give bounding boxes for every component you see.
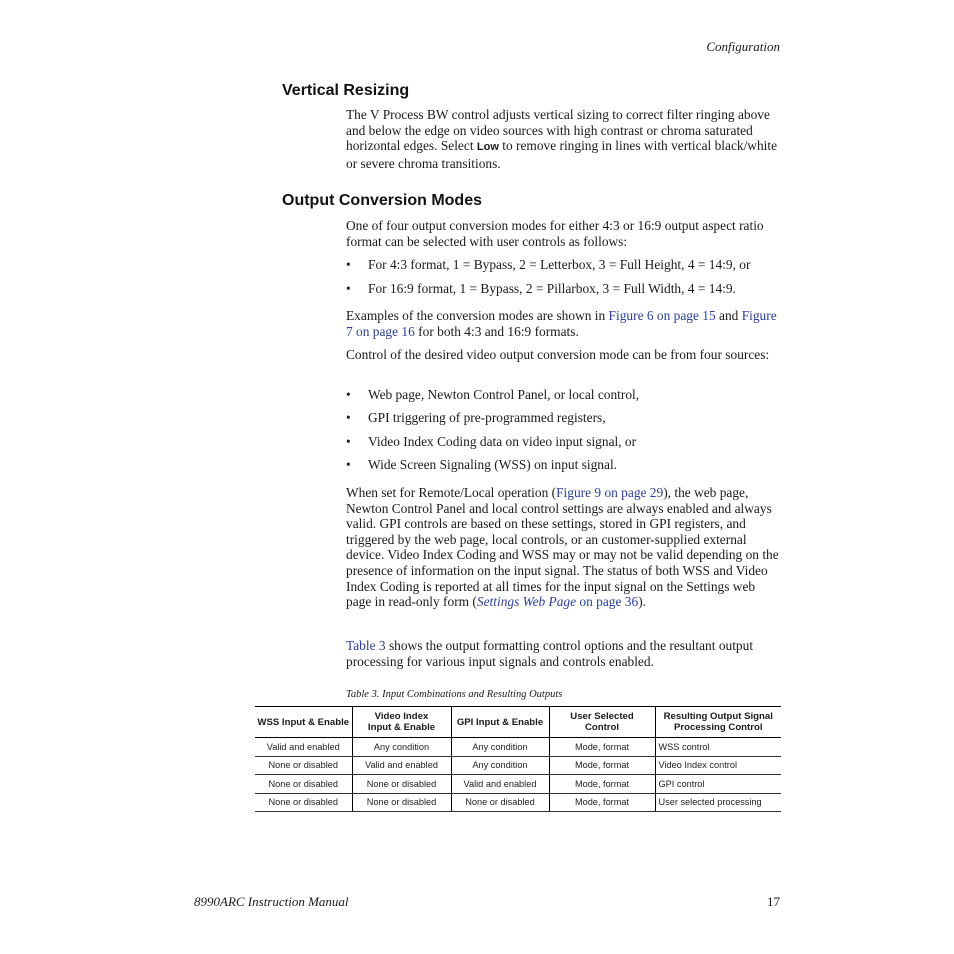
bullet-text: For 16:9 format, 1 = Bypass, 2 = Pillarbox, 3 = Full Width, 4 = 14:9.	[368, 281, 736, 296]
table-cell: Video Index control	[655, 756, 781, 775]
control-intro-paragraph: Control of the desired video output conversion mode can be from four sources:	[346, 347, 770, 362]
output-conversion-intro: One of four output conversion modes for either 4:3 or 16:9 output aspect ratio format can be selected with user controls as follows:	[346, 218, 764, 249]
running-header: Configuration	[706, 39, 780, 54]
table-row	[255, 756, 781, 775]
examples-paragraph	[346, 308, 782, 339]
table-cell: Any condition	[451, 756, 549, 775]
table-row	[255, 775, 781, 794]
column-header: User Selected Control	[549, 707, 655, 738]
bullet-dot: •	[346, 387, 351, 402]
bullet-dot: •	[346, 281, 351, 296]
table-cell: Mode, format	[549, 793, 655, 812]
bullet-dot: •	[346, 257, 351, 272]
examples-text: Examples of the conversion modes are shown in	[346, 308, 609, 323]
vertical-resizing-text-1: The V Process BW control adjusts vertical sizing to correct filter ringing above and below the edge on video sources with high contrast or chroma saturated horizontal edges. Select	[346, 107, 770, 154]
table-cell: Valid and enabled	[352, 756, 451, 775]
bullet-dot: •	[346, 434, 351, 449]
table-cell: Any condition	[352, 738, 451, 757]
column-header: WSS Input & Enable	[255, 707, 352, 738]
link-figure-9[interactable]: Figure 9 on page 29	[556, 485, 664, 500]
table-cell: Valid and enabled	[255, 738, 352, 757]
footer-manual-title: 8990ARC Instruction Manual	[194, 894, 349, 909]
table-cell: GPI control	[655, 775, 781, 794]
bullet-text: GPI triggering of pre-programmed registers,	[368, 410, 606, 425]
table-cell: None or disabled	[352, 793, 451, 812]
column-header: Video Index Input & Enable	[352, 707, 451, 738]
bullet-dot: •	[346, 457, 351, 472]
low-keyword: Low	[476, 141, 499, 154]
link-settings-rest: on page 36	[576, 594, 639, 610]
table-ref-text: shows the output formatting control options and the resultant output processing for various input signals and controls enabled.	[346, 638, 754, 669]
link-figure-6[interactable]: Figure 6 on page 15	[608, 308, 716, 323]
list-item	[346, 257, 750, 273]
examples-text: and	[715, 308, 742, 323]
table-cell: None or disabled	[255, 756, 352, 775]
column-header: GPI Input & Enable	[451, 707, 549, 738]
link-figure-7[interactable]: Figure 7 on page 16	[346, 308, 777, 339]
table-row	[255, 738, 781, 757]
table-cell: None or disabled	[255, 793, 352, 812]
table-cell: None or disabled	[352, 775, 451, 794]
link-settings-italic: Settings Web Page	[476, 594, 577, 610]
list-item	[346, 410, 606, 426]
vertical-resizing-paragraph	[346, 107, 782, 171]
table-cell: WSS control	[655, 738, 781, 757]
section-title-vertical-resizing: Vertical Resizing	[282, 82, 410, 99]
link-table-3[interactable]: Table 3	[346, 638, 386, 653]
table-row	[255, 793, 781, 812]
table-cell: Valid and enabled	[451, 775, 549, 794]
table-reference-paragraph	[346, 638, 782, 669]
table-cell: Mode, format	[549, 738, 655, 757]
column-header: Resulting Output Signal Processing Control	[655, 707, 781, 738]
table-cell: Any condition	[451, 738, 549, 757]
bullet-text: Web page, Newton Control Panel, or local control,	[368, 387, 640, 402]
table-cell: None or disabled	[255, 775, 352, 794]
table-caption: Table 3. Input Combinations and Resulting Outputs	[346, 689, 563, 700]
list-item	[346, 434, 636, 450]
vertical-resizing-text-2: to remove ringing in lines with vertical black/white or severe chroma transitions.	[346, 138, 778, 171]
remote-text: When set for Remote/Local operation (	[346, 485, 557, 500]
bullet-text: For 4:3 format, 1 = Bypass, 2 = Letterbox, 3 = Full Height, 4 = 14:9, or	[368, 257, 751, 272]
list-item	[346, 457, 617, 473]
page-number: 17	[767, 894, 780, 909]
table-cell: None or disabled	[451, 793, 549, 812]
examples-text: for both 4:3 and 16:9 formats.	[414, 323, 579, 339]
remote-text: ).	[638, 594, 646, 610]
bullet-text: Wide Screen Signaling (WSS) on input signal.	[368, 457, 618, 472]
section-title-output-conversion: Output Conversion Modes	[282, 192, 482, 209]
link-settings-web-page[interactable]	[477, 594, 638, 609]
list-item	[346, 281, 736, 297]
list-item	[346, 387, 639, 403]
input-combinations-table	[255, 706, 781, 812]
bullet-text: Video Index Coding data on video input signal, or	[368, 434, 637, 449]
bullet-dot: •	[346, 410, 351, 425]
table-cell: User selected processing	[655, 793, 781, 812]
table-cell: Mode, format	[549, 775, 655, 794]
table-header-row	[255, 707, 781, 738]
table-cell: Mode, format	[549, 756, 655, 775]
remote-text: ), the web page, Newton Control Panel and local control settings are always enabled and always valid. GPI controls are based on these settings, stored in GPI registers, and triggered by the web page, local controls, or an customer-supplied external device. Video Index Coding and WSS may or may not be valid depending on the presence of information on the input signal. The status of both WSS and Video Index Coding is reported at all times for the input signal on the Settings web page in read-only form (	[346, 485, 779, 610]
remote-local-paragraph	[346, 485, 782, 610]
